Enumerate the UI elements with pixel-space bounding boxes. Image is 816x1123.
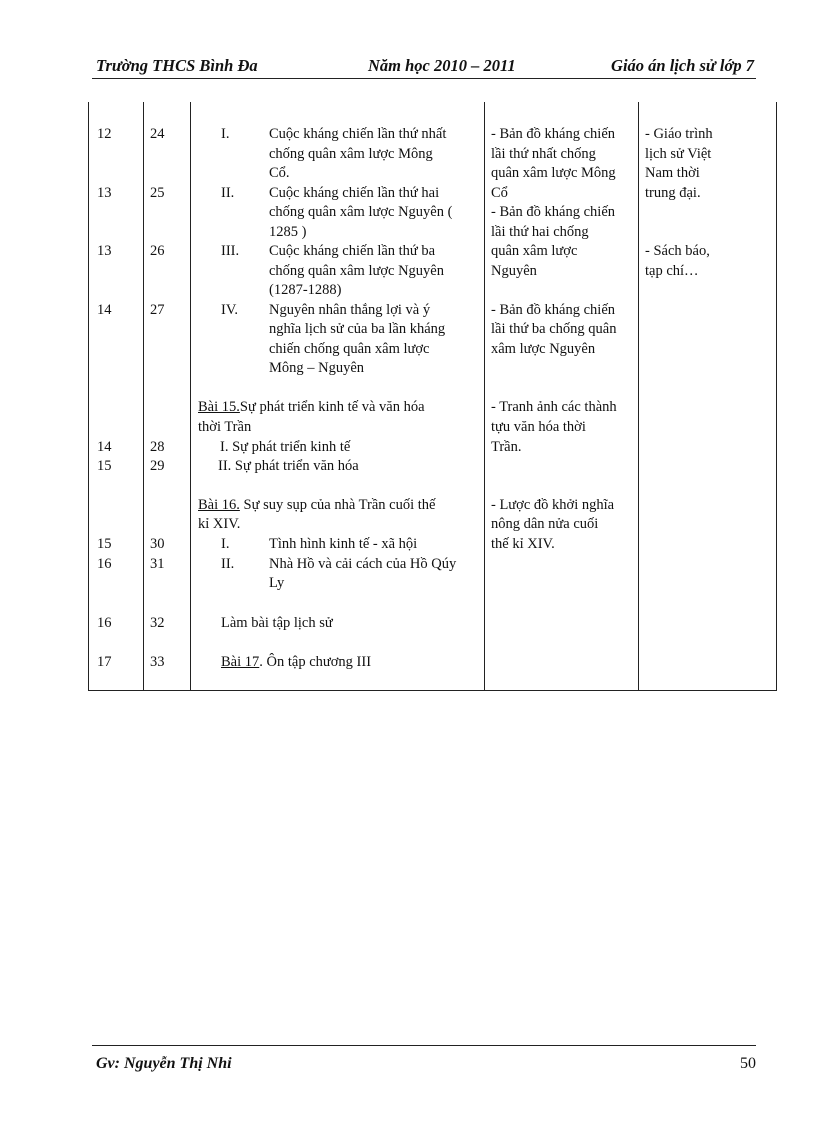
page-footer [92,1045,756,1078]
period-cell: 31 [150,556,165,572]
week-cell: 16 [97,556,112,572]
reference-line: lịch sử Việt [645,146,712,162]
lesson-16-title-line: kỉ XIV. [198,516,241,532]
column-divider [143,102,144,690]
material-line: nông dân nửa cuối [491,516,599,532]
lesson-17-label: Bài 17 [221,654,260,670]
material-line: - Bản đồ kháng chiến [491,302,616,318]
section-title-line: 1285 ) [269,224,307,240]
section-title-line: (1287-1288) [269,282,342,298]
lesson-plan-table [88,102,777,691]
section-title-line: Cuộc kháng chiến lần thứ hai [269,185,440,201]
column-divider [190,102,191,690]
lesson-17-heading [221,653,371,673]
week-cell: 15 [97,458,112,474]
material-line: Nguyên [491,263,537,279]
section-title-line: Ly [269,575,285,591]
lesson-16-title: Sự suy sụp của nhà Trần cuối thế [239,497,436,513]
material-line: - Lược đồ khởi nghĩa [491,497,615,513]
material-line: lầi thứ hai chống [491,224,589,240]
material-line: lầi thứ ba chống quân [491,321,617,337]
header-school: Trường THCS Bình Đa [96,56,258,75]
period-cell: 25 [150,185,165,201]
section-title-line: Cuộc kháng chiến lần thứ ba [269,243,436,259]
section-title-line: chống quân xâm lược Mông [269,146,433,162]
footer-teacher: Gv: Nguyễn Thị Nhi [96,1055,232,1072]
week-cell: 14 [97,302,112,318]
reference-line: Nam thời [645,165,700,181]
material-line: Cổ [491,185,508,201]
section-title-line: Nguyên nhân thắng lợi và ý [269,302,431,318]
material-line: thế kỉ XIV. [491,536,555,552]
period-cell: 32 [150,615,165,631]
section-title-line: chiến chống quân xâm lược [269,341,430,357]
reference-line: tạp chí… [645,263,699,279]
section-number: III. [221,243,240,259]
section-number: I. [221,536,230,552]
period-cell: 27 [150,302,165,318]
lesson-15-item: I. Sự phát triển kinh tế [220,439,351,455]
material-line: xâm lược Nguyên [491,341,596,357]
section-title-line: Mông – Nguyên [269,360,365,376]
column-divider [484,102,485,690]
page-number: 50 [740,1055,756,1072]
lesson-16-label: Bài 16. [198,497,240,513]
page-header [92,52,756,79]
section-title-line: nghĩa lịch sử của ba lần kháng [269,321,446,337]
lesson-15-item: II. Sự phát triển văn hóa [218,458,359,474]
header-subject: Giáo án lịch sử lớp 7 [611,56,754,75]
section-number: I. [221,126,230,142]
week-cell: 16 [97,615,112,631]
period-cell: 29 [150,458,165,474]
material-line: Trần. [491,439,522,455]
lesson-17-title: . Ôn tập chương III [259,654,372,670]
reference-line: - Sách báo, [645,243,710,259]
week-cell: 15 [97,536,112,552]
material-line: - Tranh ảnh các thành [491,399,617,415]
reference-line: trung đại. [645,185,701,201]
section-title-line: Nhà Hồ và cải cách của Hồ Qúy [269,556,457,572]
lesson-15-title-line: thời Trần [198,419,252,435]
header-school-year: Năm học 2010 – 2011 [368,56,516,75]
material-line: - Bản đồ kháng chiến [491,204,616,220]
section-number: II. [221,556,235,572]
section-number: IV. [221,302,239,318]
lesson-16-heading [198,496,435,516]
week-cell: 13 [97,185,112,201]
material-line: tựu văn hóa thời [491,419,586,435]
period-cell: 28 [150,439,165,455]
column-divider [638,102,639,690]
material-line: - Bản đồ kháng chiến [491,126,616,142]
section-number: II. [221,185,235,201]
section-title-line: chống quân xâm lược Nguyên [269,263,444,279]
period-cell: 24 [150,126,165,142]
week-cell: 12 [97,126,112,142]
week-cell: 13 [97,243,112,259]
reference-line: - Giáo trình [645,126,713,142]
exercise-row: Làm bài tập lịch sử [221,615,333,631]
lesson-15-heading [198,398,425,418]
lesson-15-label: Bài 15. [198,399,240,415]
section-title-line: chống quân xâm lược Nguyên ( [269,204,453,220]
section-title-line: Tình hình kinh tế - xã hội [269,536,418,552]
material-line: quân xâm lược Mông [491,165,616,181]
material-line: lầi thứ nhất chống [491,146,596,162]
week-cell: 17 [97,654,112,670]
lesson-15-title: Sự phát triển kinh tế và văn hóa [239,399,425,415]
period-cell: 26 [150,243,165,259]
section-title-line: Cổ. [269,165,290,181]
section-title-line: Cuộc kháng chiến lần thứ nhất [269,126,447,142]
material-line: quân xâm lược [491,243,578,259]
period-cell: 30 [150,536,165,552]
period-cell: 33 [150,654,165,670]
week-cell: 14 [97,439,112,455]
